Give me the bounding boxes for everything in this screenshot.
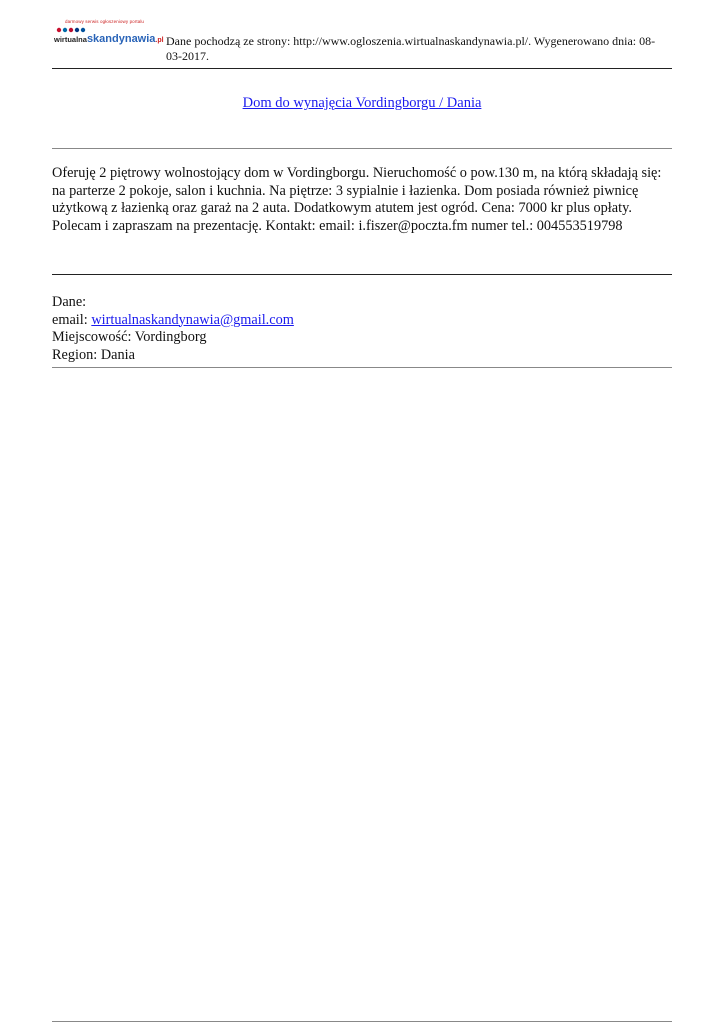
logo-tagline: darmowy serwis ogłoszeniowy portalu <box>65 19 145 24</box>
region-value: Dania <box>100 346 135 363</box>
details-heading: Dane: <box>52 294 87 310</box>
title-container <box>52 94 672 112</box>
details-email-row <box>52 312 672 330</box>
page-header <box>52 14 672 69</box>
email-link[interactable]: wirtualnaskandynawia@gmail.com <box>91 311 294 328</box>
region-label: Region: <box>52 346 101 363</box>
city-label: Miejscowość: <box>52 329 135 345</box>
divider-middle <box>52 274 672 275</box>
logo-wordmark-part1: wirtualna <box>54 35 87 44</box>
ad-description: Oferuję 2 piętrowy wolnostojący dom w Vordingborgu. Nieruchomość o pow.130 m, na którą składają się: na parterze 2 pokoje, salon i kuchnia. Na piętrze: 3 sypialnie i łazienka. Dom posiada również piwnicę użytkową z łazienką oraz garaż na 2 auta. Dodatkowym atutem jest ogród. Cena: 7000 kr plus opłaty. Polecam i zapraszam na prezentację. Kontakt: email: i.fiszer@poczta.fm numer tel.: 004553519798 <box>52 165 662 234</box>
logo-wordmark <box>54 30 164 46</box>
details-city-row <box>52 329 672 347</box>
logo-wordmark-part2: skandynawia <box>86 33 156 45</box>
divider-details <box>52 367 672 368</box>
divider-footer <box>52 1021 672 1022</box>
city-value: Vordingborg <box>134 329 207 345</box>
source-info: Dane pochodzą ze strony: http://www.ogloszenia.wirtualnaskandynawia.pl/. Wygenerowano dnia: 08-03-2017. <box>166 34 656 63</box>
logo-wordmark-part3: .pl <box>155 37 164 44</box>
ad-title-link[interactable]: Dom do wynajęcia Vordingborgu / Dania <box>242 95 482 111</box>
ad-details <box>52 294 672 364</box>
details-region-row <box>52 347 672 365</box>
site-logo[interactable] <box>52 16 164 56</box>
divider-top <box>52 148 672 149</box>
email-label: email: <box>52 311 92 328</box>
